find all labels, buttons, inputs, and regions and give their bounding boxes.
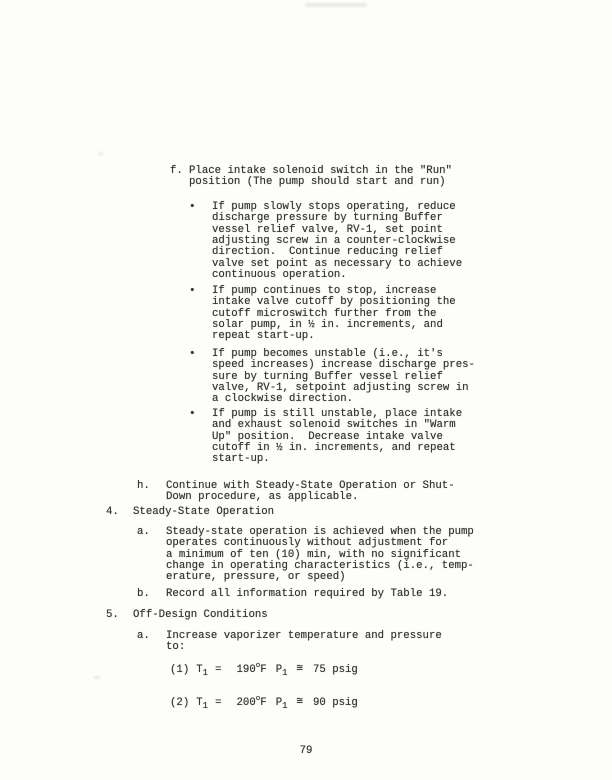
text-line: adjusting screw in a counter-clockwise	[212, 235, 456, 248]
text-line: and exhaust solenoid switches in "Warm	[212, 419, 456, 432]
text-line: sure by turning Buffer vessel relief	[212, 370, 443, 383]
equation-number: (1)	[170, 664, 190, 676]
text-line: Continue with Steady-State Operation or Shut-	[166, 480, 455, 492]
subscript: 1	[282, 668, 288, 678]
text-line: repeat start-up.	[212, 330, 315, 343]
text-line: Down procedure, as applicable.	[166, 491, 359, 504]
equation-line-2	[170, 694, 358, 712]
text-line: Place intake solenoid switch in the "Run"	[189, 165, 452, 177]
variable-t: T	[196, 697, 203, 709]
text-line: If pump continues to stop, increase	[212, 285, 437, 297]
text-line: discharge pressure by turning Buffer	[212, 212, 443, 225]
text-line: valve set point as necessary to achieve	[212, 257, 463, 270]
section-title: Steady-State Operation	[133, 506, 275, 518]
scan-artifact	[94, 676, 100, 679]
scan-artifact	[98, 152, 103, 155]
text-line: If pump becomes unstable (i.e., it's	[212, 348, 443, 360]
item-text-h	[166, 481, 455, 504]
text-line: erature, pressure, or speed)	[166, 571, 346, 584]
equation-number: (2)	[170, 697, 190, 709]
text-line: a clockwise direction.	[212, 393, 354, 406]
subscript: 1	[202, 701, 209, 711]
variable-p: P	[275, 664, 283, 676]
approx-equal-sign: ≅	[296, 663, 303, 675]
subscript: 1	[202, 668, 209, 678]
section-number: 5.	[106, 609, 119, 621]
item-text-5a	[166, 631, 442, 654]
item-label-b: b.	[137, 588, 150, 600]
page-number-text: 79	[299, 745, 313, 757]
item-label-a: a.	[137, 630, 150, 642]
item-text-4a	[166, 527, 474, 584]
equals-sign: =	[215, 697, 222, 709]
text-line: direction. Continue reducing relief	[212, 246, 443, 259]
text-line: Up" position. Decrease intake valve	[212, 430, 443, 443]
text-line: a minimum of ten (10) min, with no significant	[166, 548, 462, 561]
text-line: position (The pump should start and run)	[189, 176, 446, 189]
bullet-text-3	[212, 349, 475, 406]
text-line: cutoff in ½ in. increments, and repeat	[212, 442, 456, 455]
variable-p: P	[275, 697, 283, 709]
item-label-h: h.	[137, 480, 150, 492]
temperature-value: 200	[236, 697, 256, 709]
item-text-f	[189, 166, 452, 189]
bullet-icon: •	[189, 408, 196, 420]
text-line: intake valve cutoff by positioning the	[212, 296, 456, 309]
unit-f: F	[260, 697, 267, 709]
approx-equal-sign: ≅	[296, 696, 303, 708]
scan-artifact	[305, 3, 367, 7]
bullet-icon: •	[189, 348, 196, 360]
item-label-f: f.	[170, 165, 183, 177]
text-line: operates continuously without adjustment for	[166, 537, 449, 550]
item-text-4b	[166, 589, 448, 600]
section-title: Off-Design Conditions	[133, 609, 268, 621]
text-line: change in operating characteristics (i.e., temp-	[166, 560, 474, 573]
subscript: 1	[282, 701, 288, 711]
bullet-icon: •	[189, 201, 196, 213]
text-line: If pump is still unstable, place intake	[212, 408, 463, 420]
text-line: If pump slowly stops operating, reduce	[212, 201, 456, 213]
text-line: cutoff microswitch further from the	[212, 307, 437, 320]
text-line: Increase vaporizer temperature and pressure	[166, 630, 442, 642]
text-line: vessel relief valve, RV-1, set point	[212, 223, 443, 236]
bullet-text-1	[212, 202, 462, 281]
text-line: Steady-state operation is achieved when the pump	[166, 526, 474, 538]
text-line: continuous operation.	[212, 269, 347, 282]
pressure-value: 75 psig	[312, 664, 358, 676]
text-line: valve, RV-1, setpoint adjusting screw in	[212, 382, 469, 395]
text-line: start-up.	[212, 453, 270, 466]
bullet-text-4	[212, 409, 462, 466]
text-line: Record all information required by Table 19.	[166, 588, 449, 600]
text-line: speed increases) increase discharge pres-	[212, 359, 475, 372]
pressure-value: 90 psig	[312, 697, 358, 709]
variable-t: T	[196, 664, 203, 676]
degree-symbol: o	[255, 695, 261, 703]
text-line: to:	[166, 641, 186, 654]
text-line: solar pump, in ½ in. increments, and	[212, 319, 443, 332]
unit-f: F	[260, 664, 267, 676]
degree-symbol: o	[255, 662, 261, 670]
temperature-value: 190	[236, 664, 256, 676]
item-label-a: a.	[137, 526, 150, 538]
bullet-text-2	[212, 286, 456, 343]
equals-sign: =	[215, 664, 222, 676]
bullet-icon: •	[189, 285, 196, 297]
page-number	[0, 746, 612, 757]
section-number: 4.	[106, 506, 119, 518]
equation-line-1	[170, 661, 358, 679]
